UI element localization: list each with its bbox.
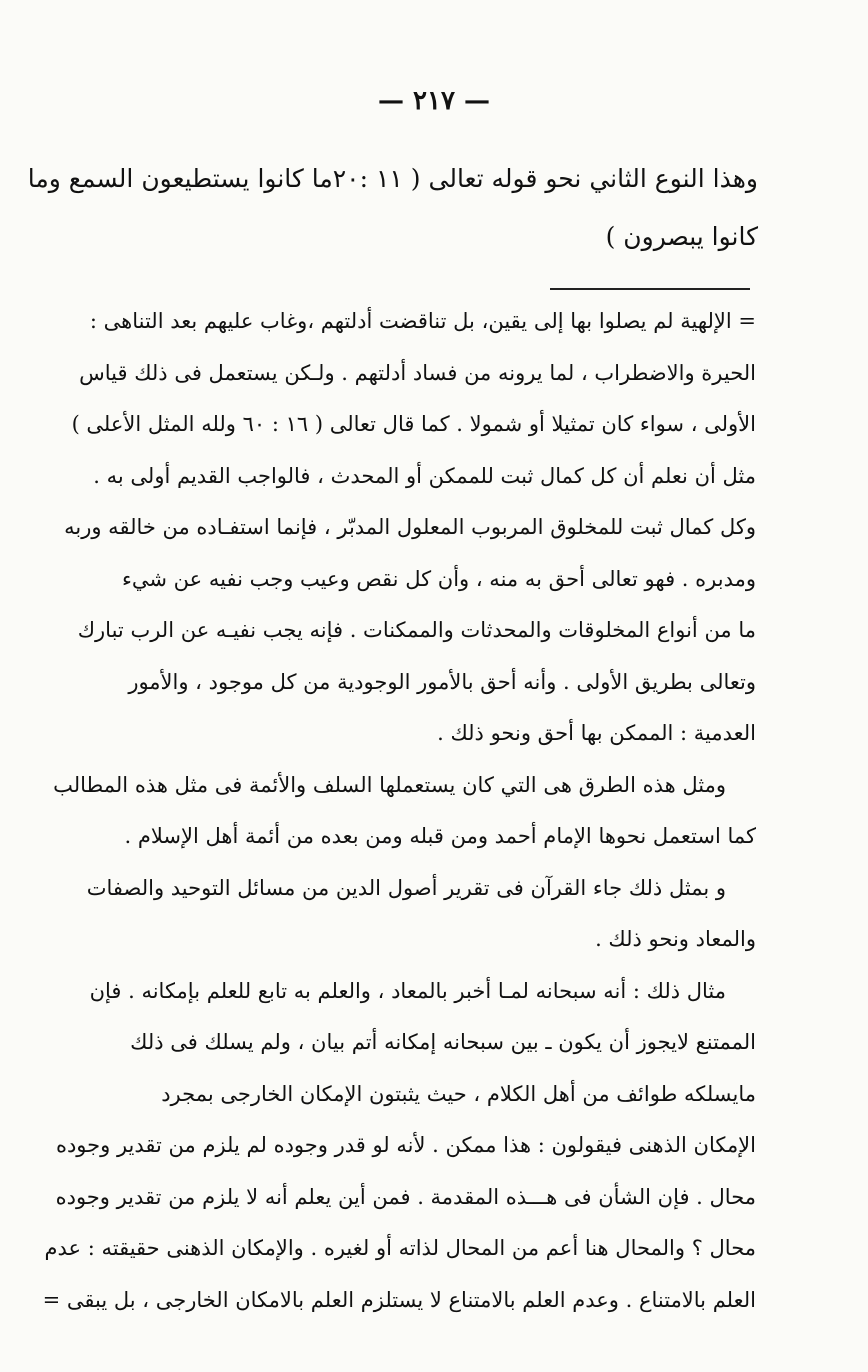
footnote-line: ومدبره . فهو تعالى أحق به منه ، وأن كل نقص وعيب وجب نفيه عن شيء xyxy=(122,566,756,591)
footnote-line: = الإلهية لم يصلوا بها إلى يقين، بل تناقضت أدلتهم ،وغاب عليهم بعد التناهى : xyxy=(89,309,756,333)
main-text-line: كانوا يبصرون ) xyxy=(605,222,758,251)
footnote-line: الحيرة والاضطراب ، لما يرونه من فساد أدلتهم . ولـكن يستعمل فى ذلك قياس xyxy=(79,360,756,385)
footnote-line: وكل كمال ثبت للمخلوق المربوب المعلول المدبّر ، فإنما استفـاده من خالقه وربه xyxy=(64,515,756,539)
footnote-divider xyxy=(550,288,750,290)
footnote-line: مثل أن نعلم أن كل كمال ثبت للممكن أو المحدث ، فالواجب القديم أولى به . xyxy=(93,463,756,488)
footnote-line: الإمكان الذهنى فيقولون : هذا ممكن . لأنه لو قدر وجوده لم يلزم من تقدير وجوده xyxy=(55,1133,756,1157)
footnote-line: محال ؟ والمحال هنا أعم من المحال لذاته أو لغيره . والإمكان الذهنى حقيقته : عدم xyxy=(44,1236,756,1260)
footnote-line: الممتنع لايجوز أن يكون ـ بين سبحانه إمكانه أتم بيان ، ولم يسلك فى ذلك xyxy=(130,1030,756,1054)
page-number: — ٢١٧ — xyxy=(377,86,491,116)
footnote-line: مايسلكه طوائف من أهل الكلام ، حيث يثبتون الإمكان الخارجى بمجرد xyxy=(161,1081,756,1106)
footnote-line: كما استعمل نحوها الإمام أحمد ومن قبله ومن بعده من أئمة أهل الإسلام . xyxy=(124,824,756,848)
footnote-line: ومثل هذه الطرق هى التي كان يستعملها السلف والأئمة فى مثل هذه المطالب xyxy=(53,772,726,797)
footnote-line: والمعاد ونحو ذلك . xyxy=(595,927,756,951)
footnote-line: ما من أنواع المخلوقات والمحدثات والممكنات . فإنه يجب نفيـه عن الرب تبارك xyxy=(77,618,756,642)
footnote-line: مثال ذلك : أنه سبحانه لمـا أخبر بالمعاد ، والعلم به تابع للعلم بإمكانه . فإن xyxy=(89,978,726,1003)
footnote-line: وتعالى بطريق الأولى . وأنه أحق بالأمور الوجودية من كل موجود ، والأمور xyxy=(128,669,756,694)
footnote-line: و بمثل ذلك جاء القرآن فى تقرير أصول الدين من مسائل التوحيد والصفات xyxy=(86,875,726,900)
footnote-line: العدمية : الممكن بها أحق ونحو ذلك . xyxy=(437,721,756,745)
footnote-line: العلم بالامتناع . وعدم العلم بالامتناع لا يستلزم العلم بالامكان الخارجى ، بل يبقى = xyxy=(42,1287,756,1312)
footnote-line: الأولى ، سواء كان تمثيلا أو شمولا . كما قال تعالى ( ١٦ : ٦٠ ولله المثل الأعلى ) xyxy=(71,412,756,436)
main-text-line: وهذا النوع الثاني نحو قوله تعالى ( ١١ :٢٠ما كانوا يستطيعون السمع وما xyxy=(27,164,758,193)
main-paragraph xyxy=(27,150,758,266)
footnote xyxy=(42,296,756,1326)
footnote-line: محال . فإن الشأن فى هـــذه المقدمة . فمن أين يعلم أنه لا يلزم من تقدير وجوده xyxy=(55,1184,756,1209)
